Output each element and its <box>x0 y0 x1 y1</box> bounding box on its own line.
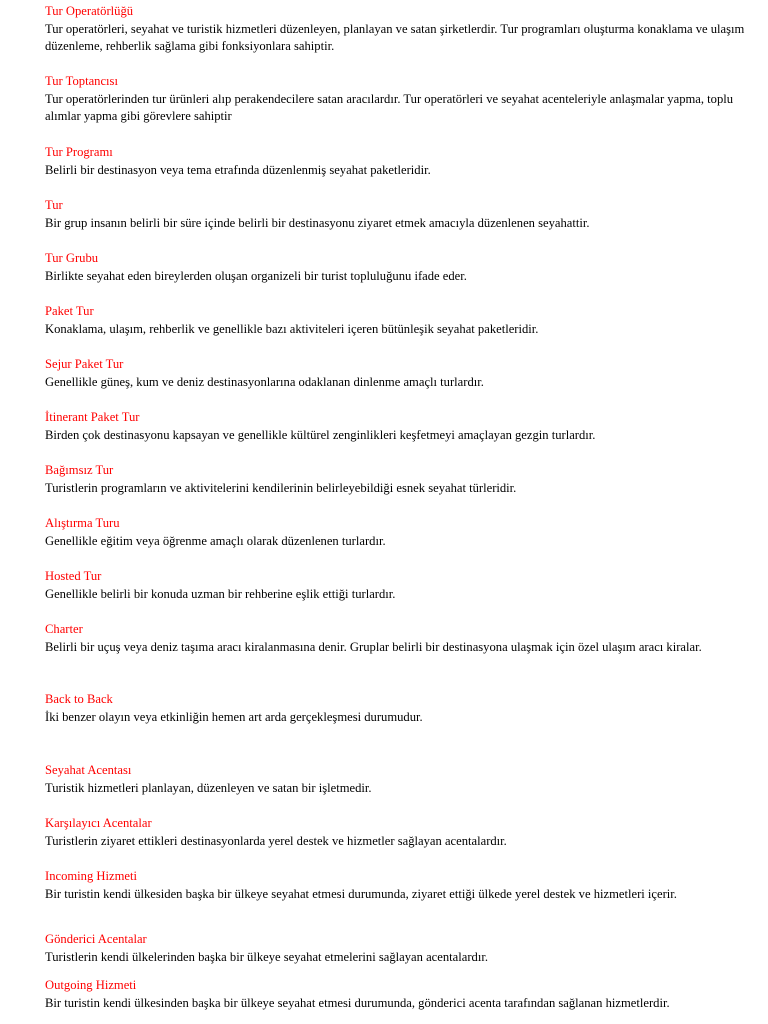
entry-term: Outgoing Hizmeti <box>45 978 137 992</box>
entry-term: Tur <box>45 198 63 212</box>
glossary-entry <box>45 73 745 126</box>
entry-term: Tur Programı <box>45 145 113 159</box>
glossary-entry <box>45 931 745 966</box>
entry-definition: Belirli bir uçuş veya deniz taşıma aracı kiralanmasına denir. Gruplar belirli bir destinasyona ulaşmak için özel ulaşım aracı kiralar. <box>45 639 702 654</box>
entry-term: Paket Tur <box>45 304 94 318</box>
glossary-entry <box>45 621 745 656</box>
glossary-entry <box>45 144 745 179</box>
glossary-entry <box>45 303 745 338</box>
entry-definition: Birden çok destinasyonu kapsayan ve genellikle kültürel zenginlikleri keşfetmeyi amaçlayan gezgin turlardır. <box>45 427 596 442</box>
entry-definition: Bir grup insanın belirli bir süre içinde belirli bir destinasyonu ziyaret etmek amacıyla düzenlenen seyahattir. <box>45 215 590 230</box>
entry-term: Karşılayıcı Acentalar <box>45 816 152 830</box>
entry-term: İtinerant Paket Tur <box>45 410 140 424</box>
entry-term: Charter <box>45 622 83 636</box>
glossary-entry <box>45 250 745 285</box>
entry-definition: Turistlerin programların ve aktivitelerini kendilerinin belirleyebildiği esnek seyahat türleridir. <box>45 480 517 495</box>
entry-definition: Birlikte seyahat eden bireylerden oluşan organizeli bir turist topluluğunu ifade eder. <box>45 268 467 283</box>
glossary-entry <box>45 515 745 550</box>
entry-definition: Genellikle eğitim veya öğrenme amaçlı olarak düzenlenen turlardır. <box>45 533 386 548</box>
entry-definition: Tur operatörleri, seyahat ve turistik hizmetleri düzenleyen, planlayan ve satan şirketlerdir. Tur programları oluşturma konaklama ve ulaşım düzenleme, rehberlik sağlama gibi fonksiyonlara sahiptir. <box>45 21 745 53</box>
glossary-entry <box>45 815 745 850</box>
glossary-entry <box>45 356 745 391</box>
entry-term: Bağımsız Tur <box>45 463 114 477</box>
entry-term: Gönderici Acentalar <box>45 932 147 946</box>
glossary-entry <box>45 197 745 232</box>
entry-term: Incoming Hizmeti <box>45 869 137 883</box>
entry-definition: Turistik hizmetleri planlayan, düzenleyen ve satan bir işletmedir. <box>45 780 372 795</box>
entry-term: Tur Grubu <box>45 251 99 265</box>
entry-definition: Tur operatörlerinden tur ürünleri alıp perakendecilere satan aracılardır. Tur operatörleri ve seyahat acenteleriyle anlaşmalar yapma, toplu alımlar yapma gibi görevlere sahiptir <box>45 91 734 123</box>
entry-definition: Turistlerin kendi ülkelerinden başka bir ülkeye seyahat etmelerini sağlayan acentalardır. <box>45 949 488 964</box>
entry-term: Back to Back <box>45 692 113 706</box>
glossary-entry <box>45 409 745 444</box>
entry-definition: Bir turistin kendi ülkesinden başka bir ülkeye seyahat etmesi durumunda, gönderici acenta tarafından sağlanan hizmetlerdir. <box>45 995 670 1010</box>
entry-definition: İki benzer olayın veya etkinliğin hemen art arda gerçekleşmesi durumudur. <box>45 709 423 724</box>
entry-definition: Genellikle güneş, kum ve deniz destinasyonlarına odaklanan dinlenme amaçlı turlardır. <box>45 374 484 389</box>
entry-term: Sejur Paket Tur <box>45 357 124 371</box>
entry-definition: Turistlerin ziyaret ettikleri destinasyonlarda yerel destek ve hizmetler sağlayan acentalardır. <box>45 833 507 848</box>
entry-term: Seyahat Acentası <box>45 763 132 777</box>
glossary-entry <box>45 762 745 797</box>
glossary-entry <box>45 3 745 56</box>
entry-term: Alıştırma Turu <box>45 516 120 530</box>
entry-definition: Belirli bir destinasyon veya tema etrafında düzenlenmiş seyahat paketleridir. <box>45 162 431 177</box>
entry-term: Tur Operatörlüğü <box>45 4 134 18</box>
entry-definition: Konaklama, ulaşım, rehberlik ve genellikle bazı aktiviteleri içeren bütünleşik seyahat paketleridir. <box>45 321 539 336</box>
glossary-entry <box>45 691 745 726</box>
entry-term: Tur Toptancısı <box>45 74 118 88</box>
glossary-entry <box>45 462 745 497</box>
glossary-entry <box>45 977 745 1012</box>
entry-term: Hosted Tur <box>45 569 102 583</box>
glossary-entry <box>45 568 745 603</box>
entry-definition: Genellikle belirli bir konuda uzman bir rehberine eşlik ettiği turlardır. <box>45 586 396 601</box>
glossary-entry <box>45 868 745 903</box>
entry-definition: Bir turistin kendi ülkesiden başka bir ülkeye seyahat etmesi durumunda, ziyaret ettiği ülkede yerel destek ve hizmetleri içerir. <box>45 886 677 901</box>
